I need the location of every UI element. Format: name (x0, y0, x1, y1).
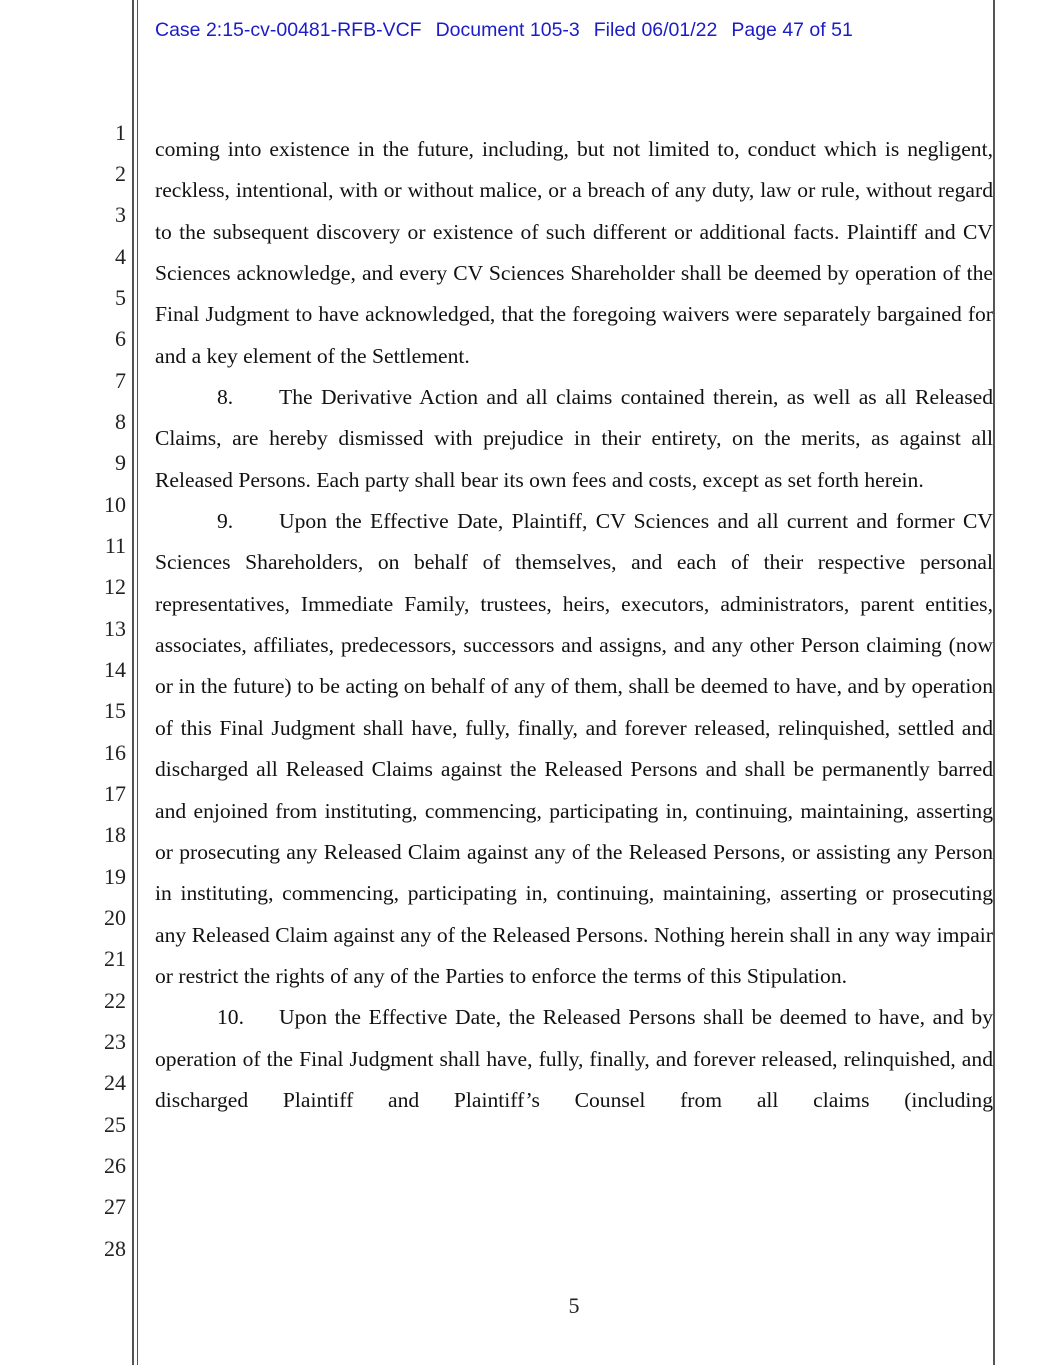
line-number: 27 (104, 1194, 126, 1220)
paragraph-number: 10. (217, 1005, 244, 1030)
line-number: 6 (115, 326, 126, 352)
page-number: 5 (568, 1293, 580, 1318)
line-number: 7 (115, 367, 126, 393)
left-margin-rule-outer (132, 0, 134, 1365)
paragraph-9 (155, 501, 993, 997)
line-number: 24 (104, 1070, 126, 1096)
paragraph-text: coming into existence in the future, including, but not limited to, conduct which is negligent, reckless, intentional, with or without malice, or a breach of any duty, law or rule, without regard to the subsequent discovery or existence of such different or additional facts. Plaintiff and CV Sciences acknowledge, and every CV Sciences Shareholder shall be deemed by operation of the Final Judgment to have acknowledged, that the foregoing waivers were separately bargained for and a key element of the Settlement. (155, 137, 993, 368)
filed-date: Filed 06/01/22 (593, 19, 718, 41)
case-number: Case 2:15-cv-00481-RFB-VCF (155, 19, 422, 41)
line-number: 18 (104, 822, 126, 848)
line-number: 1 (115, 119, 126, 145)
paragraph-text: The Derivative Action and all claims contained therein, as well as all Released Claims, are hereby dismissed with prejudice in their entirety, on the merits, as against all Released Persons. Each party shall bear its own fees and costs, except as set forth herein. (155, 385, 993, 492)
line-number: 17 (104, 781, 126, 806)
right-margin-rule (993, 0, 995, 1365)
line-number: 16 (104, 739, 126, 765)
line-number: 4 (115, 243, 126, 269)
paragraph-number: 9. (217, 509, 234, 534)
line-number: 10 (104, 491, 126, 517)
line-number: 13 (104, 615, 126, 641)
line-number: 22 (104, 987, 126, 1013)
line-number: 5 (115, 284, 126, 310)
left-margin-rule-inner (137, 0, 138, 1365)
line-number: 26 (104, 1153, 126, 1179)
line-number: 9 (115, 450, 126, 476)
line-number: 20 (104, 905, 126, 931)
paragraph-8 (155, 377, 993, 501)
pleading-line-numbers (94, 112, 126, 1270)
line-number: 8 (115, 408, 126, 434)
court-filing-header (155, 19, 867, 42)
paragraph-number: 8. (217, 385, 234, 410)
document-body (155, 129, 993, 1121)
document-number: Document 105-3 (435, 19, 580, 41)
line-number: 21 (104, 946, 126, 972)
line-number: 3 (115, 202, 126, 228)
line-number: 25 (104, 1111, 126, 1137)
paragraph-10 (155, 997, 993, 1121)
line-number: 28 (104, 1235, 126, 1261)
line-number: 15 (104, 698, 126, 724)
paragraph-text: Upon the Effective Date, the Released Persons shall be deemed to have, and by operation of the Final Judgment shall have, fully, finally, and forever released, relinquished, and discharged Plaintiff and Plaintiff’s Counsel from all claims (including (155, 1005, 993, 1112)
paragraph-text: Upon the Effective Date, Plaintiff, CV Sciences and all current and former CV Sciences Shareholders, on behalf of themselves, and each of their respective personal representatives, Immediate Family, trustees, heirs, executors, administrators, parent entities, associates, affiliates, predecessors, successors and assigns, and any other Person claiming (now or in the future) to be acting on behalf of any of them, shall be deemed to have, and by operation of this Final Judgment shall have, fully, finally, and forever released, relinquished, settled and discharged all Released Claims against the Released Persons and shall be permanently barred and enjoined from instituting, commencing, participating in, continuing, maintaining, asserting or prosecuting any Released Claim against any of the Released Persons, or assisting any Person in instituting, commencing, participating in, continuing, maintaining, asserting or prosecuting any Released Claim against any of the Released Persons. Nothing herein shall in any way impair or restrict the rights of any of the Parties to enforce the terms of this Stipulation. (155, 509, 993, 988)
line-number: 2 (115, 160, 126, 186)
line-number: 19 (104, 863, 126, 889)
page-indicator: Page 47 of 51 (731, 19, 853, 41)
paragraph-continuation (155, 129, 993, 377)
line-number: 11 (104, 532, 126, 558)
line-number: 23 (104, 1029, 126, 1055)
line-number: 12 (104, 574, 126, 600)
line-number: 14 (104, 656, 126, 682)
